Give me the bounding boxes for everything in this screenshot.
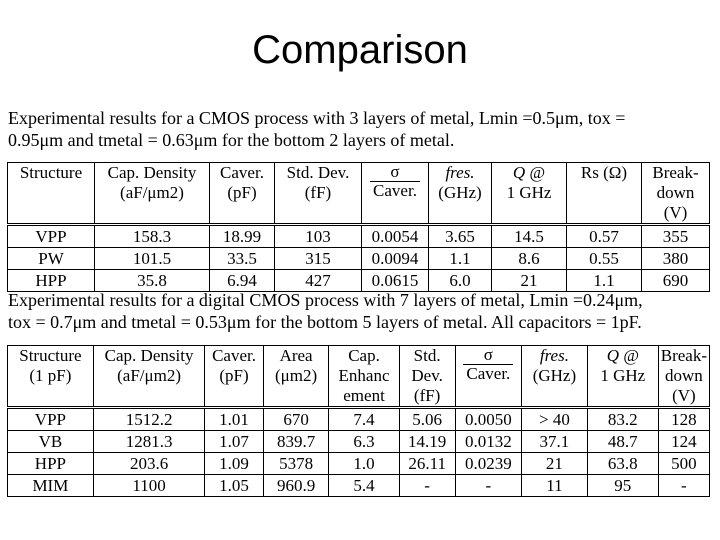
header-q: Q @ 1 GHz xyxy=(492,163,567,225)
cmos-3-metal-results-table xyxy=(7,162,710,292)
table-cell: 21 xyxy=(521,453,587,475)
row-label-cell: VPP xyxy=(8,408,94,431)
digital-cmos-7-metal-results-table xyxy=(7,345,710,497)
table-cell: 103 xyxy=(275,225,362,248)
table-cell: 5.4 xyxy=(329,475,399,497)
header-area: Area (μm2) xyxy=(263,346,329,408)
table-cell: 380 xyxy=(642,248,710,270)
table-cell: 6.0 xyxy=(429,270,492,292)
table-cell: 14.19 xyxy=(399,431,455,453)
table-cell: 1.07 xyxy=(205,431,263,453)
table-cell: 1512.2 xyxy=(93,408,205,431)
table-cell: 1.0 xyxy=(329,453,399,475)
table-cell: 14.5 xyxy=(492,225,567,248)
table-cell: 21 xyxy=(492,270,567,292)
header-sigma-ratio: $\frac{\sigma}{\text{Caver.}}$ xyxy=(362,163,429,225)
table-cell: 33.5 xyxy=(210,248,275,270)
table-cell: - xyxy=(658,475,709,497)
table-cell: 500 xyxy=(658,453,709,475)
header-breakdown: Break- down (V) xyxy=(642,163,710,225)
table-row xyxy=(8,475,710,497)
table-cell: 1.01 xyxy=(205,408,263,431)
table2-body xyxy=(8,408,710,497)
table1-header-row xyxy=(8,163,710,225)
table-cell: 0.0094 xyxy=(362,248,429,270)
header-structure: Structure (1 pF) xyxy=(8,346,94,408)
row-label-cell: MIM xyxy=(8,475,94,497)
table-cell: - xyxy=(455,475,521,497)
header-cap-density: Cap. Density (aF/μm2) xyxy=(93,346,205,408)
table-cell: 0.0054 xyxy=(362,225,429,248)
table1-caption-line2: 0.95μm and tmetal = 0.63μm for the bottom 2 layers of metal. xyxy=(8,130,455,150)
table-cell: 0.57 xyxy=(567,225,642,248)
table-cell: 128 xyxy=(658,408,709,431)
header-fres: fres. (GHz) xyxy=(521,346,587,408)
table-cell: 1.09 xyxy=(205,453,263,475)
table-cell: 427 xyxy=(275,270,362,292)
table-cell: 18.99 xyxy=(210,225,275,248)
table-cell: 5.06 xyxy=(399,408,455,431)
table1-body xyxy=(8,225,710,292)
table-cell: 5378 xyxy=(263,453,329,475)
table-cell: 1.05 xyxy=(205,475,263,497)
header-fres: fres. (GHz) xyxy=(429,163,492,225)
table-cell: > 40 xyxy=(521,408,587,431)
table-row xyxy=(8,408,710,431)
table-cell: 26.11 xyxy=(399,453,455,475)
row-label-cell: VB xyxy=(8,431,94,453)
header-structure: Structure xyxy=(8,163,95,225)
table-cell: 35.8 xyxy=(95,270,210,292)
table-cell: 0.55 xyxy=(567,248,642,270)
table2-caption xyxy=(8,289,708,333)
table-cell: 670 xyxy=(263,408,329,431)
table-cell: 0.0239 xyxy=(455,453,521,475)
table-cell: 158.3 xyxy=(95,225,210,248)
table-cell: 37.1 xyxy=(521,431,587,453)
table-cell: 95 xyxy=(587,475,658,497)
header-std-dev: Std. Dev. (fF) xyxy=(275,163,362,225)
table1-caption-line1: Experimental results for a CMOS process with 3 layers of metal, Lmin =0.5μm, tox = xyxy=(8,108,626,128)
row-label-cell: VPP xyxy=(8,225,95,248)
table-cell: 48.7 xyxy=(587,431,658,453)
header-breakdown: Break- down (V) xyxy=(658,346,709,408)
header-cap-enhancement: Cap. Enhanc ement xyxy=(329,346,399,408)
table-cell: 1100 xyxy=(93,475,205,497)
table-cell: 203.6 xyxy=(93,453,205,475)
table-cell: 7.4 xyxy=(329,408,399,431)
table-row xyxy=(8,431,710,453)
table-cell: 1.1 xyxy=(429,248,492,270)
table-cell: 101.5 xyxy=(95,248,210,270)
table-cell: 63.8 xyxy=(587,453,658,475)
table-row xyxy=(8,225,710,248)
table-cell: 960.9 xyxy=(263,475,329,497)
table-cell: 6.3 xyxy=(329,431,399,453)
table-cell: 839.7 xyxy=(263,431,329,453)
table-cell: 355 xyxy=(642,225,710,248)
table-cell: 0.0050 xyxy=(455,408,521,431)
table-cell: 124 xyxy=(658,431,709,453)
header-cap-density: Cap. Density (aF/μm2) xyxy=(95,163,210,225)
header-q: Q @ 1 GHz xyxy=(587,346,658,408)
table2-caption-line2: tox = 0.7μm and tmetal = 0.53μm for the bottom 5 layers of metal. All capacitors = 1pF. xyxy=(8,312,642,332)
table-cell: 1.1 xyxy=(567,270,642,292)
table-cell: 8.6 xyxy=(492,248,567,270)
table-cell: 83.2 xyxy=(587,408,658,431)
row-label-cell: HPP xyxy=(8,453,94,475)
row-label-cell: HPP xyxy=(8,270,95,292)
table-cell: 3.65 xyxy=(429,225,492,248)
table1-caption xyxy=(8,107,708,151)
header-caver: Caver. (pF) xyxy=(205,346,263,408)
header-caver: Caver. (pF) xyxy=(210,163,275,225)
table-cell: 0.0615 xyxy=(362,270,429,292)
table-cell: 6.94 xyxy=(210,270,275,292)
slide-title: Comparison xyxy=(252,28,468,72)
table-row xyxy=(8,248,710,270)
table-row xyxy=(8,453,710,475)
header-std-dev: Std. Dev. (fF) xyxy=(399,346,455,408)
table-cell: 11 xyxy=(521,475,587,497)
table-cell: 315 xyxy=(275,248,362,270)
table-cell: 690 xyxy=(642,270,710,292)
header-rs: Rs (Ω) xyxy=(567,163,642,225)
header-sigma-ratio: $\frac{\sigma}{\text{Caver.}}$ xyxy=(455,346,521,408)
table2-caption-line1: Experimental results for a digital CMOS process with 7 layers of metal, Lmin =0.24μm, xyxy=(8,290,643,310)
table-cell: 1281.3 xyxy=(93,431,205,453)
table-cell: 0.0132 xyxy=(455,431,521,453)
table-cell: - xyxy=(399,475,455,497)
row-label-cell: PW xyxy=(8,248,95,270)
table2-header-row xyxy=(8,346,710,408)
